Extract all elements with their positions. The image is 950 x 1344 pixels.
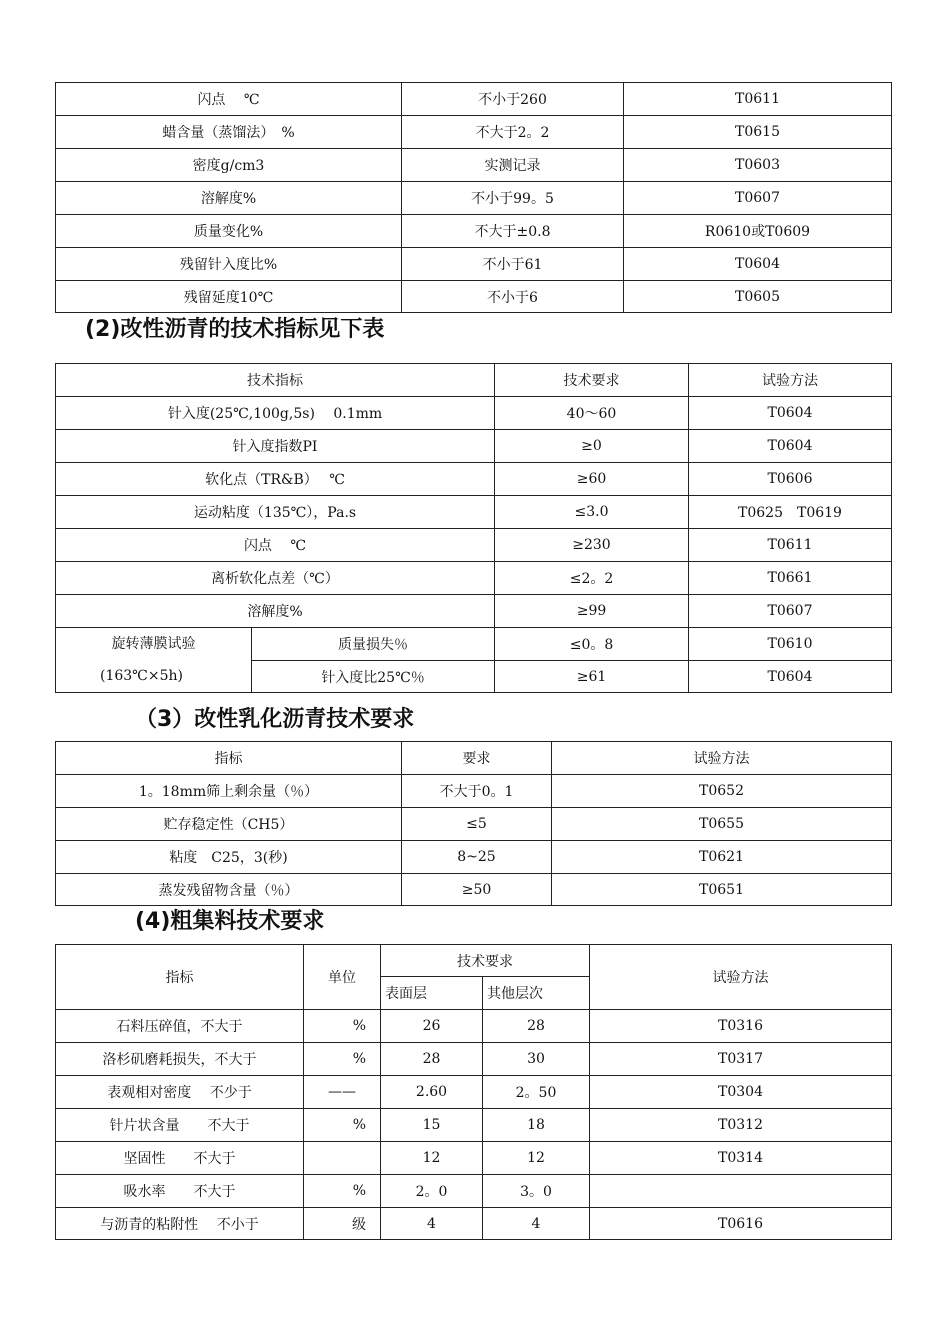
requirement-cell: 实测记录 — [402, 149, 624, 182]
table-row — [56, 248, 892, 281]
coarse-aggregate-table — [55, 944, 892, 1240]
method-cell: T0611 — [689, 529, 892, 562]
indicator-cell: 1。18mm筛上剩余量（％） — [56, 775, 402, 808]
table-row — [56, 628, 892, 661]
requirement-cell: ≥0 — [495, 430, 689, 463]
other-cell: 30 — [483, 1043, 590, 1076]
indicator-cell: 针入度指数PI — [56, 430, 495, 463]
method-cell: T0651 — [552, 874, 892, 906]
indicator-cell: 蒸发残留物含量（％） — [56, 874, 402, 906]
unit-cell: % — [304, 1109, 381, 1142]
table-header-row — [56, 945, 892, 977]
table-row — [56, 874, 892, 906]
requirement-cell: ≤5 — [402, 808, 552, 841]
method-cell: T0625 T0619 — [689, 496, 892, 529]
requirement-cell: ≥230 — [495, 529, 689, 562]
table-row — [56, 281, 892, 313]
indicator-cell: 闪点 ℃ — [56, 529, 495, 562]
other-cell: 3。0 — [483, 1175, 590, 1208]
requirement-cell: ≤3.0 — [495, 496, 689, 529]
indicator-cell: 密度g/cm3 — [56, 149, 402, 182]
table-row — [56, 149, 892, 182]
other-cell: 2。50 — [483, 1076, 590, 1109]
table-row — [56, 1010, 892, 1043]
method-cell: T0604 — [689, 661, 892, 693]
method-cell: T0605 — [624, 281, 892, 313]
indicator-cell: 粘度 C25，3(秒) — [56, 841, 402, 874]
other-cell: 18 — [483, 1109, 590, 1142]
table-row — [56, 529, 892, 562]
unit-cell: —— — [304, 1076, 381, 1109]
header-unit: 单位 — [304, 945, 381, 1010]
modified-asphalt-table — [55, 363, 892, 693]
indicator-cell: 质量损失％ — [252, 628, 495, 661]
header-indicator: 技术指标 — [56, 364, 495, 397]
header-other-layers: 其他层次 — [483, 977, 590, 1010]
method-cell: T0652 — [552, 775, 892, 808]
table-row — [56, 463, 892, 496]
requirement-cell: ≤0。8 — [495, 628, 689, 661]
method-cell: T0655 — [552, 808, 892, 841]
surface-cell: 15 — [381, 1109, 483, 1142]
other-cell: 4 — [483, 1208, 590, 1240]
requirement-cell: ≥61 — [495, 661, 689, 693]
indicator-cell: 吸水率 不大于 — [56, 1175, 304, 1208]
method-cell: T0317 — [590, 1043, 892, 1076]
unit-cell: % — [304, 1175, 381, 1208]
indicator-cell: 坚固性 不大于 — [56, 1142, 304, 1175]
indicator-cell: 运动粘度（135℃），Pa.s — [56, 496, 495, 529]
indicator-cell: 残留延度10℃ — [56, 281, 402, 313]
requirement-cell: 不大于±0.8 — [402, 215, 624, 248]
indicator-cell: 溶解度% — [56, 595, 495, 628]
table-row — [56, 775, 892, 808]
table-row — [56, 182, 892, 215]
section-2-title: (2)改性沥青的技术指标见下表 — [85, 317, 385, 342]
table-row — [56, 215, 892, 248]
method-cell: T0610 — [689, 628, 892, 661]
method-cell: T0661 — [689, 562, 892, 595]
method-cell: T0606 — [689, 463, 892, 496]
indicator-cell: 贮存稳定性（CH5） — [56, 808, 402, 841]
table-row — [56, 1076, 892, 1109]
indicator-cell: 针片状含量 不大于 — [56, 1109, 304, 1142]
requirement-cell: 不小于99。5 — [402, 182, 624, 215]
table-row — [56, 496, 892, 529]
method-cell: T0604 — [624, 248, 892, 281]
indicator-cell: 离析软化点差（℃） — [56, 562, 495, 595]
method-cell — [590, 1175, 892, 1208]
method-cell: T0304 — [590, 1076, 892, 1109]
surface-cell: 4 — [381, 1208, 483, 1240]
surface-cell: 26 — [381, 1010, 483, 1043]
table-row — [56, 1142, 892, 1175]
other-cell: 12 — [483, 1142, 590, 1175]
indicator-cell: 与沥青的粘附性 不小于 — [56, 1208, 304, 1240]
indicator-cell: 残留针入度比% — [56, 248, 402, 281]
header-requirement: 技术要求 — [495, 364, 689, 397]
unit-cell: 级 — [304, 1208, 381, 1240]
method-cell: R0610或T0609 — [624, 215, 892, 248]
method-cell: T0603 — [624, 149, 892, 182]
indicator-cell: 蜡含量（蒸馏法） % — [56, 116, 402, 149]
method-cell: T0607 — [624, 182, 892, 215]
requirement-cell: 不小于61 — [402, 248, 624, 281]
method-cell: T0615 — [624, 116, 892, 149]
table-row — [56, 1109, 892, 1142]
requirement-cell: 不小于260 — [402, 83, 624, 116]
emulsified-asphalt-table — [55, 741, 892, 906]
rtfot-label-line2: (163℃×5h) — [100, 668, 183, 684]
surface-cell: 2.60 — [381, 1076, 483, 1109]
method-cell: T0314 — [590, 1142, 892, 1175]
table-row — [56, 116, 892, 149]
method-cell: T0621 — [552, 841, 892, 874]
indicator-cell: 针入度比25℃％ — [252, 661, 495, 693]
requirement-cell: 8~25 — [402, 841, 552, 874]
table-row — [56, 1208, 892, 1240]
table-header-row — [56, 742, 892, 775]
surface-cell: 28 — [381, 1043, 483, 1076]
unit-cell — [304, 1142, 381, 1175]
requirement-cell: 不大于2。2 — [402, 116, 624, 149]
surface-cell: 2。0 — [381, 1175, 483, 1208]
method-cell: T0616 — [590, 1208, 892, 1240]
indicator-cell: 质量变化% — [56, 215, 402, 248]
table-row — [56, 1175, 892, 1208]
section-4-title: (4)粗集料技术要求 — [135, 909, 325, 934]
table-row — [56, 562, 892, 595]
requirement-cell: ≤2。2 — [495, 562, 689, 595]
unit-cell: % — [304, 1043, 381, 1076]
method-cell: T0604 — [689, 430, 892, 463]
requirement-cell: ≥60 — [495, 463, 689, 496]
header-indicator: 指标 — [56, 742, 402, 775]
surface-cell: 12 — [381, 1142, 483, 1175]
table-row — [56, 430, 892, 463]
requirement-cell: 40～60 — [495, 397, 689, 430]
header-requirement: 技术要求 — [381, 945, 590, 977]
method-cell: T0604 — [689, 397, 892, 430]
header-requirement: 要求 — [402, 742, 552, 775]
table-row — [56, 841, 892, 874]
table-row — [56, 1043, 892, 1076]
indicator-cell: 闪点 ℃ — [56, 83, 402, 116]
header-method: 试验方法 — [689, 364, 892, 397]
unit-cell: % — [304, 1010, 381, 1043]
asphalt-spec-table — [55, 82, 892, 313]
rtfot-label-line1: 旋转薄膜试验 — [111, 636, 196, 652]
requirement-cell: 不大于0。1 — [402, 775, 552, 808]
section-3-title: （3）改性乳化沥青技术要求 — [135, 707, 415, 732]
requirement-cell: ≥50 — [402, 874, 552, 906]
indicator-cell: 针入度(25℃,100g,5s) 0.1mm — [56, 397, 495, 430]
method-cell: T0312 — [590, 1109, 892, 1142]
other-cell: 28 — [483, 1010, 590, 1043]
indicator-cell: 石料压碎值，不大于 — [56, 1010, 304, 1043]
header-surface-layer: 表面层 — [381, 977, 483, 1010]
requirement-cell: ≥99 — [495, 595, 689, 628]
table-row — [56, 595, 892, 628]
indicator-cell: 软化点（TR&B） ℃ — [56, 463, 495, 496]
header-method: 试验方法 — [552, 742, 892, 775]
table-header-row — [56, 364, 892, 397]
method-cell: T0316 — [590, 1010, 892, 1043]
indicator-cell: 洛杉矶磨耗损失，不大于 — [56, 1043, 304, 1076]
table-row — [56, 83, 892, 116]
table-row — [56, 397, 892, 430]
table-row — [56, 808, 892, 841]
indicator-cell: 表观相对密度 不少于 — [56, 1076, 304, 1109]
requirement-cell: 不小于6 — [402, 281, 624, 313]
method-cell: T0607 — [689, 595, 892, 628]
indicator-cell: 溶解度% — [56, 182, 402, 215]
method-cell: T0611 — [624, 83, 892, 116]
header-indicator: 指标 — [56, 945, 304, 1010]
header-method: 试验方法 — [590, 945, 892, 1010]
rtfot-group-label — [56, 628, 252, 693]
